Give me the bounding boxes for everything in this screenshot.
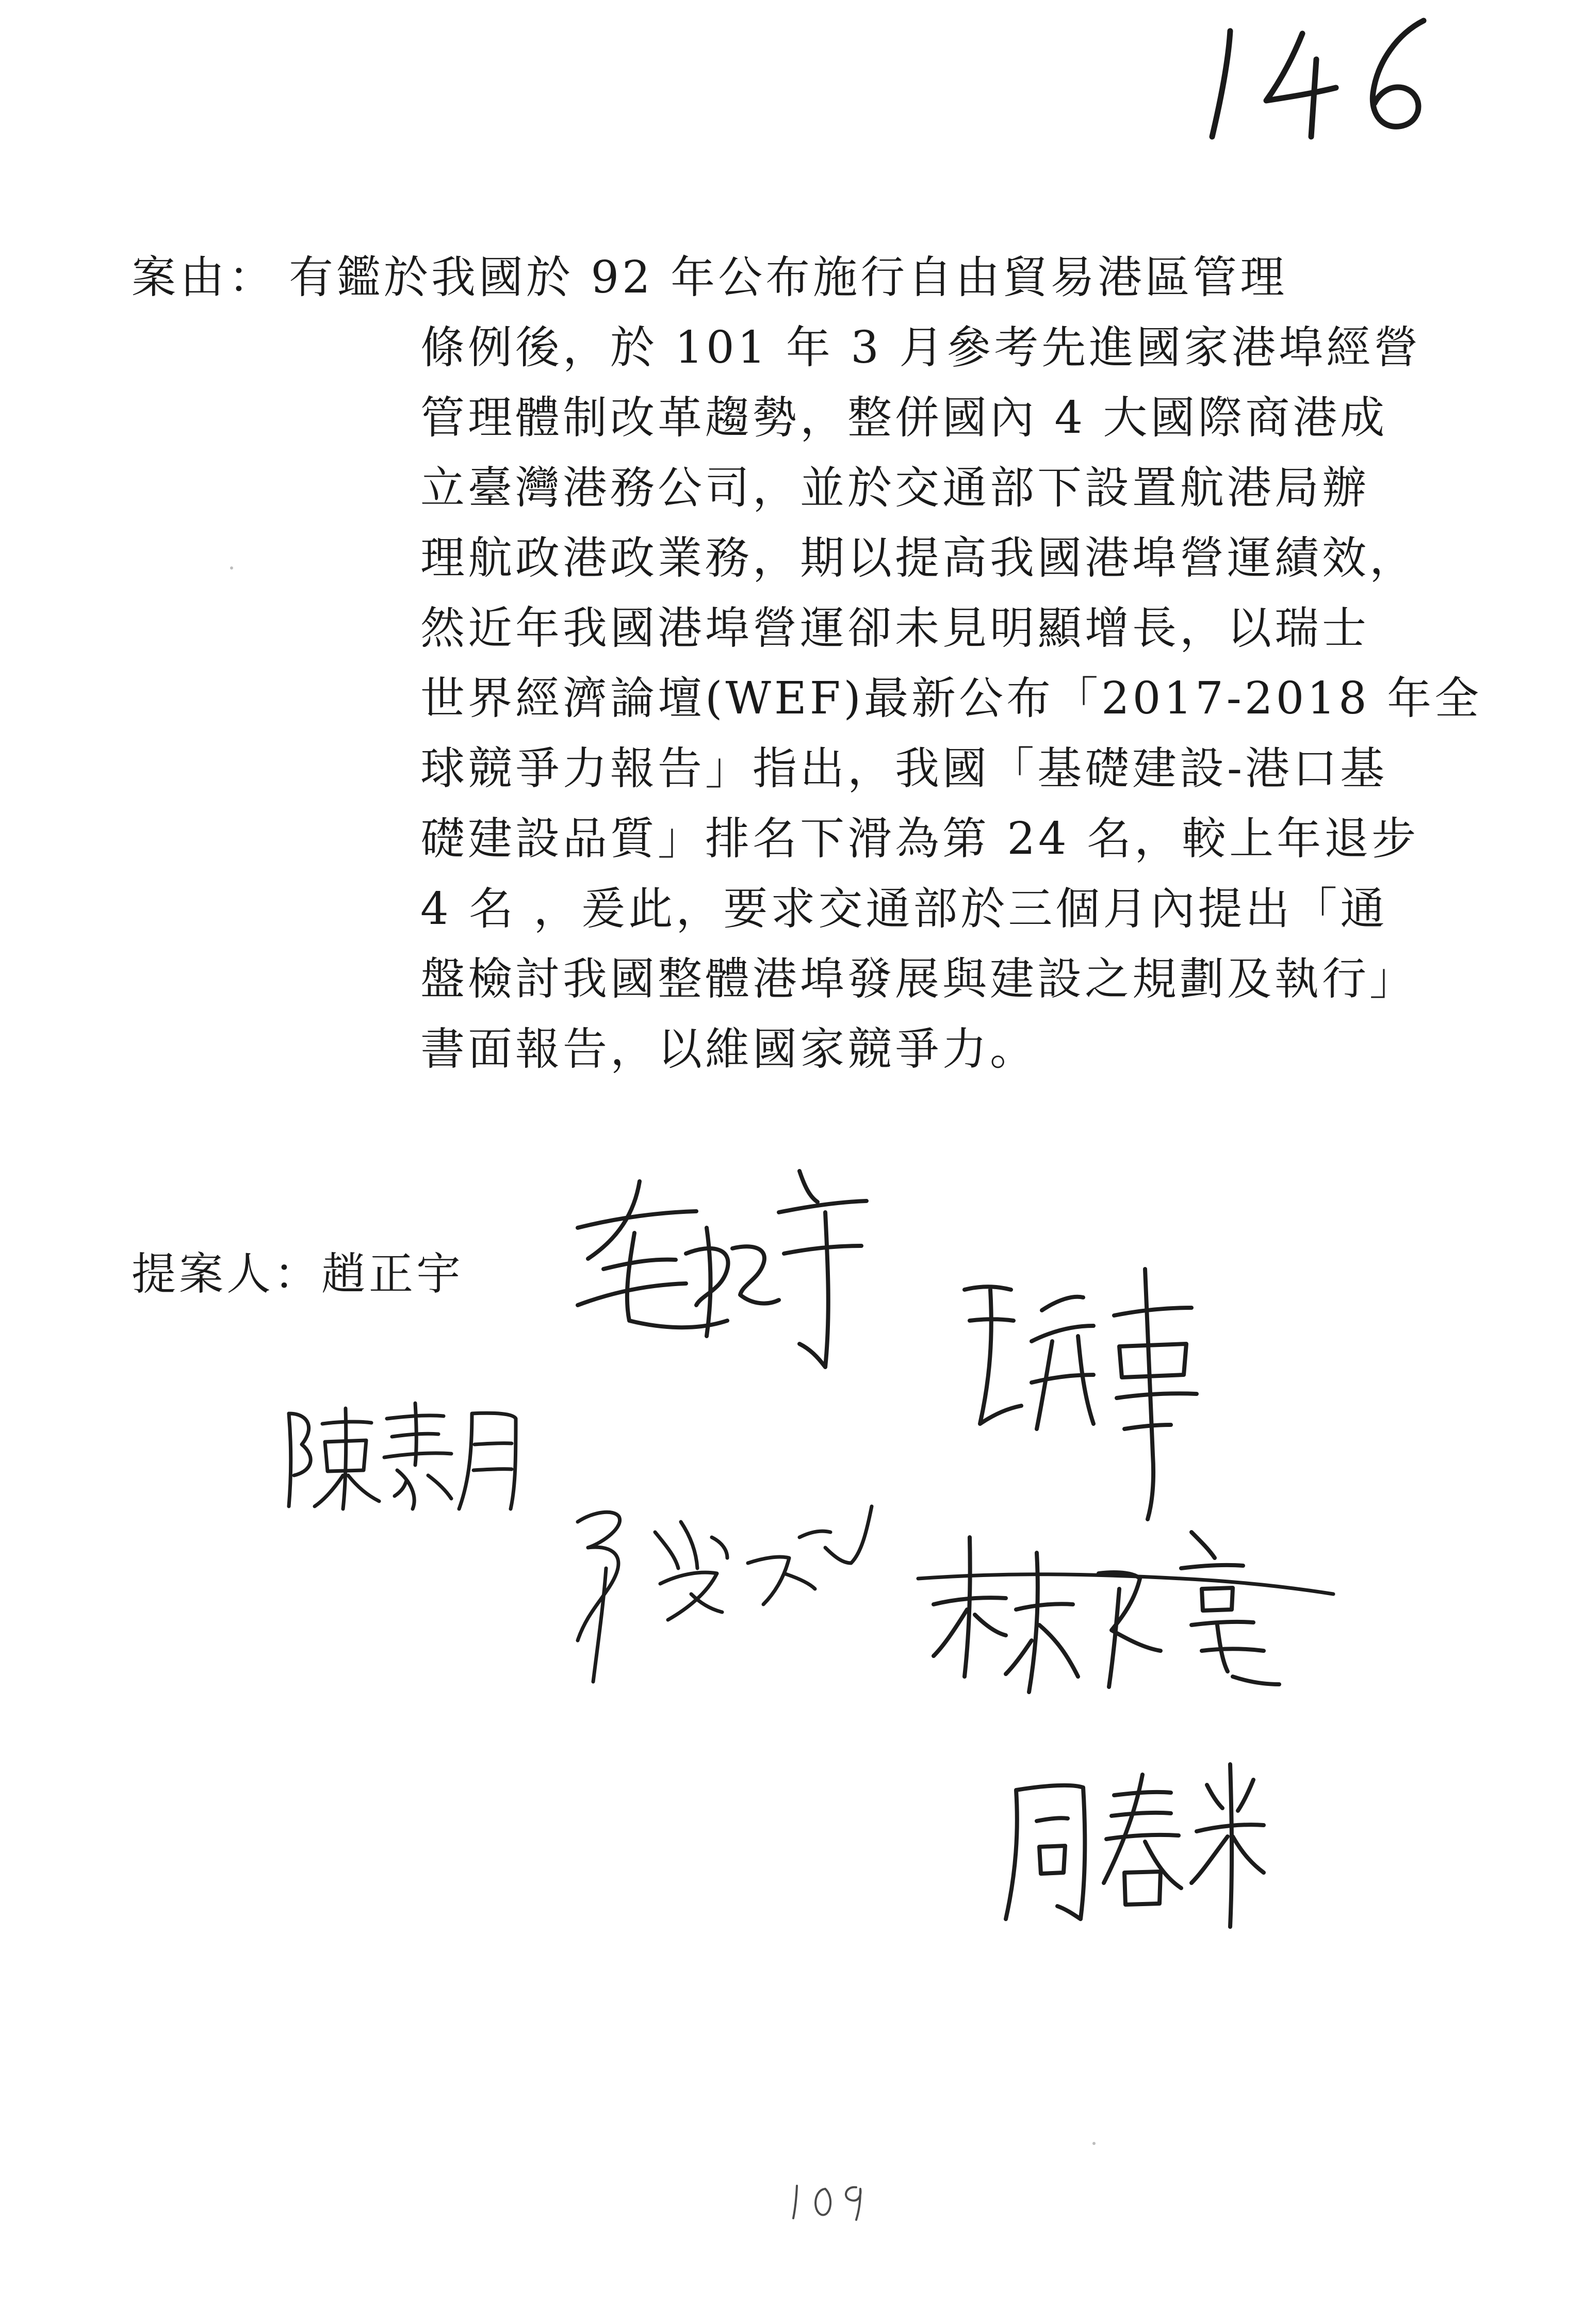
case-reason-line: 立臺灣港務公司，並於交通部下設置航港局辦: [420, 462, 1369, 514]
signature-xu-icon: [949, 1259, 1238, 1527]
case-reason-line: 條例後，於 101 年 3 月參考先進國家港埠經營: [420, 322, 1422, 373]
case-reason-line: 理航政港政業務，期以提高我國港埠營運績效，: [420, 532, 1417, 584]
signature-qiu-icon: [557, 1486, 887, 1702]
case-reason-line: 然近年我國港埠營運卻未見明顯增長，以瑞士: [420, 603, 1369, 654]
case-reason-line: 世界經濟論壇(WEF)最新公布「2017-2018 年全: [420, 673, 1482, 724]
case-reason-line: 管理體制改革趨勢，整併國內 4 大國際商港成: [420, 392, 1388, 444]
signature-chen: [273, 1393, 531, 1517]
case-reason-line: 盤檢討我國整體港埠發展與建設之規劃及執行」: [420, 953, 1417, 1005]
signature-qiu: [557, 1486, 887, 1702]
signature-xu: [949, 1259, 1238, 1527]
case-reason-line: 礎建設品質」排名下滑為第 24 名，較上年退步: [420, 813, 1419, 865]
proposer-line: [132, 1243, 464, 1305]
case-reason-line: 球競爭力報告」指出，我國「基礎建設-港口基: [420, 743, 1388, 794]
signature-chen-icon: [273, 1393, 531, 1517]
case-reason-label: 案由：: [132, 252, 277, 303]
case-reason-line: 書面報告，以維國家競爭力。: [420, 1023, 1037, 1075]
handwritten-serial-number: [1181, 10, 1449, 144]
handwritten-146-icon: [1181, 10, 1449, 144]
proposer-name: 趙正宇: [321, 1248, 464, 1300]
handwritten-page-number: [784, 2174, 872, 2221]
signature-zhao-icon: [557, 1150, 877, 1408]
scan-speck: [230, 566, 233, 570]
case-reason-text: [289, 242, 1482, 1084]
case-reason-line: 有鑑於我國於 92 年公布施行自由貿易港區管理: [289, 252, 1288, 303]
signature-lin: [913, 1522, 1336, 1738]
case-reason-line: 4 名 ，爰此，要求交通部於三個月內提出「通: [420, 883, 1388, 935]
handwritten-109-icon: [784, 2174, 872, 2221]
signature-lin-icon: [913, 1522, 1336, 1738]
signature-zhou: [995, 1754, 1269, 1929]
scan-speck: [1092, 2142, 1096, 2145]
signature-zhao: [557, 1150, 877, 1408]
signature-zhou-icon: [995, 1754, 1269, 1929]
proposer-label: 提案人：: [132, 1248, 321, 1300]
